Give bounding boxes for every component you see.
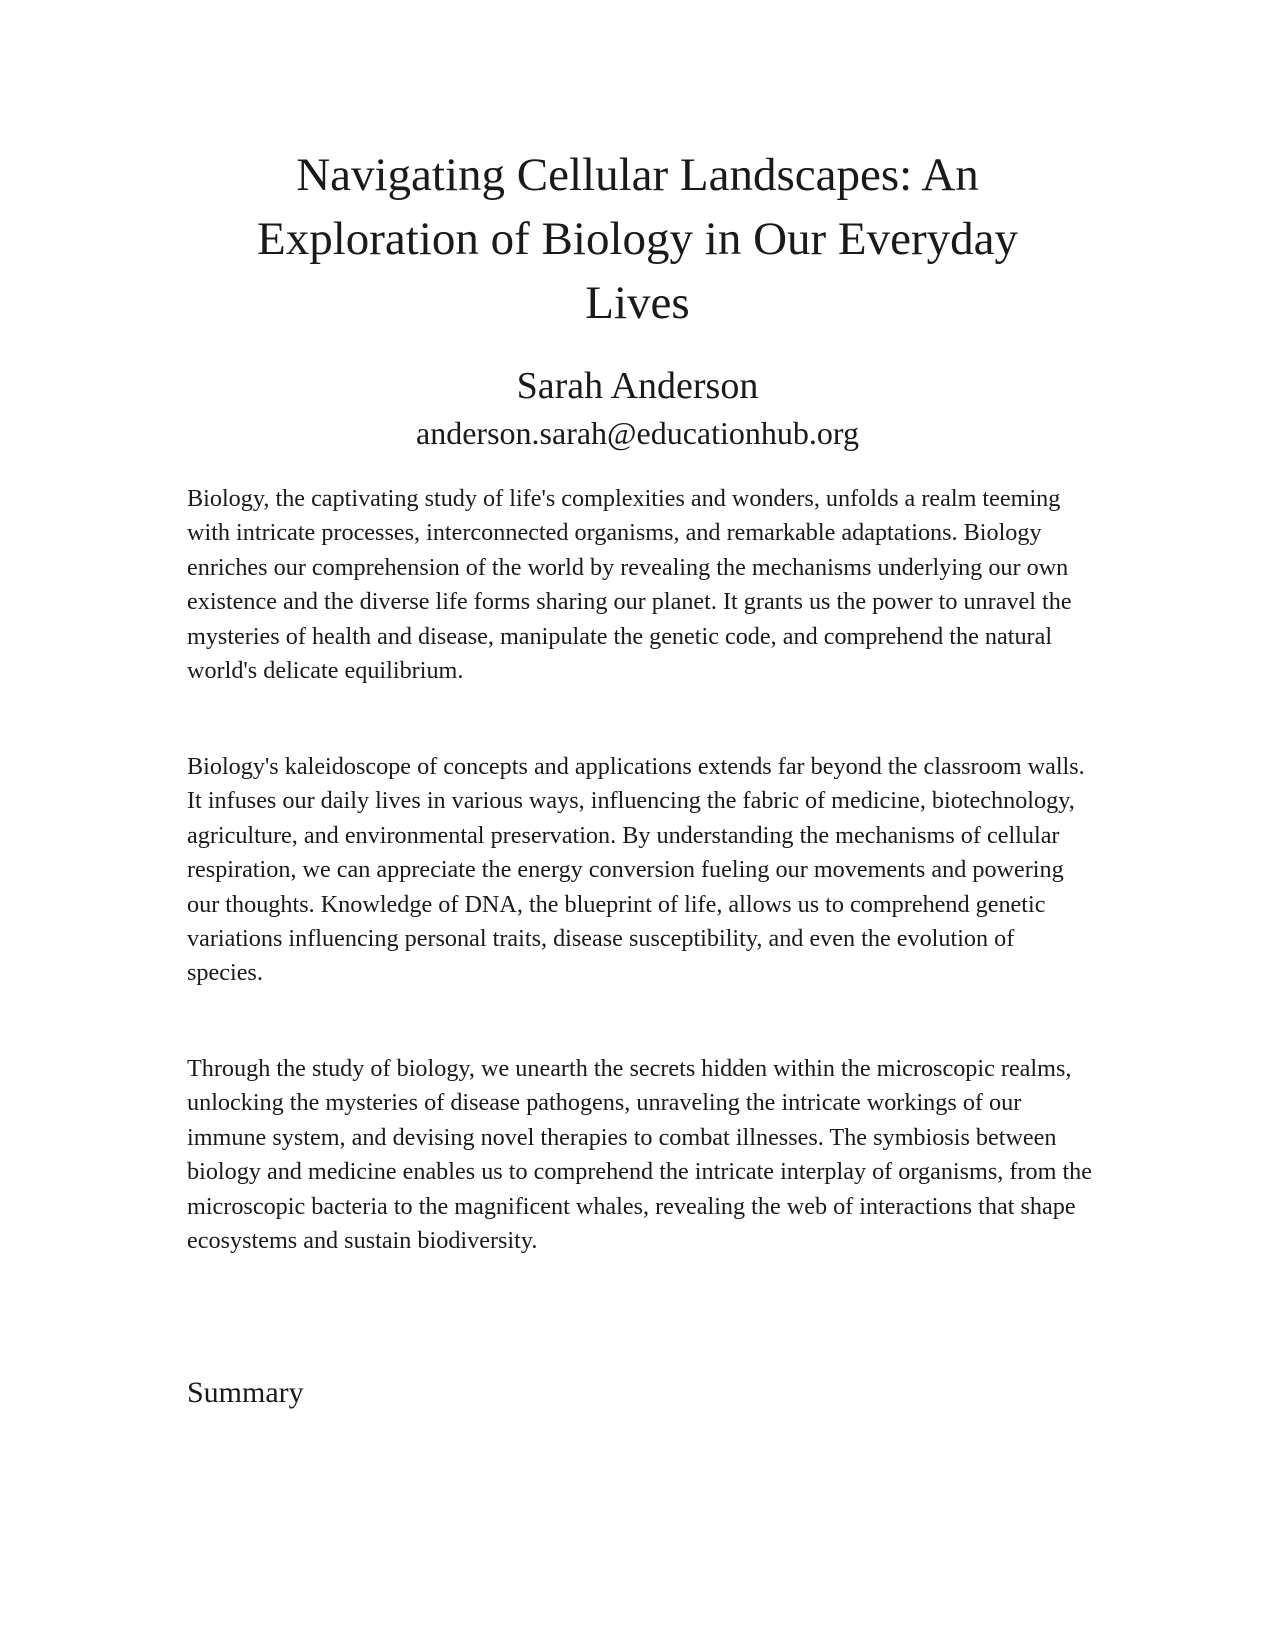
- body-paragraph-3: Through the study of biology, we unearth the secrets hidden within the microscopic realms, unlocking the mysteries of disease pathogens, unraveling the intricate workings of our immune system, and devising novel therapies to combat illnesses. The symbiosis between biology and medicine enables us to comprehend the intricate interplay of organisms, from the microscopic bacteria to the magnificent whales, revealing the web of interactions that shape ecosystems and sustain biodiversity.: [187, 1055, 1092, 1255]
- author-email: anderson.sarah@educationhub.org: [416, 415, 859, 451]
- document-title: Navigating Cellular Landscapes: An Exploration of Biology in Our Everyday Lives: [257, 149, 1018, 329]
- body-paragraph-1: Biology, the captivating study of life's complexities and wonders, unfolds a realm teeming with intricate processes, interconnected organisms, and remarkable adaptations. Biology enriches our comprehension of the world by revealing the mechanisms underlying our own existence and the diverse life forms sharing our planet. It grants us the power to unravel the mysteries of health and disease, manipulate the genetic code, and comprehend the natural world's delicate equilibrium.: [187, 485, 1072, 685]
- body-paragraph-2: Biology's kaleidoscope of concepts and applications extends far beyond the classroom walls. It infuses our daily lives in various ways, influencing the fabric of medicine, biotechnology, agriculture, and environmental preservation. By understanding the mechanisms of cellular respiration, we can appreciate the energy conversion fueling our movements and powering our thoughts. Knowledge of DNA, the blueprint of life, allows us to comprehend genetic variations influencing personal traits, disease susceptibility, and even the evolution of species.: [187, 753, 1085, 987]
- summary-heading: Summary: [187, 1376, 304, 1409]
- author-name: Sarah Anderson: [516, 365, 759, 407]
